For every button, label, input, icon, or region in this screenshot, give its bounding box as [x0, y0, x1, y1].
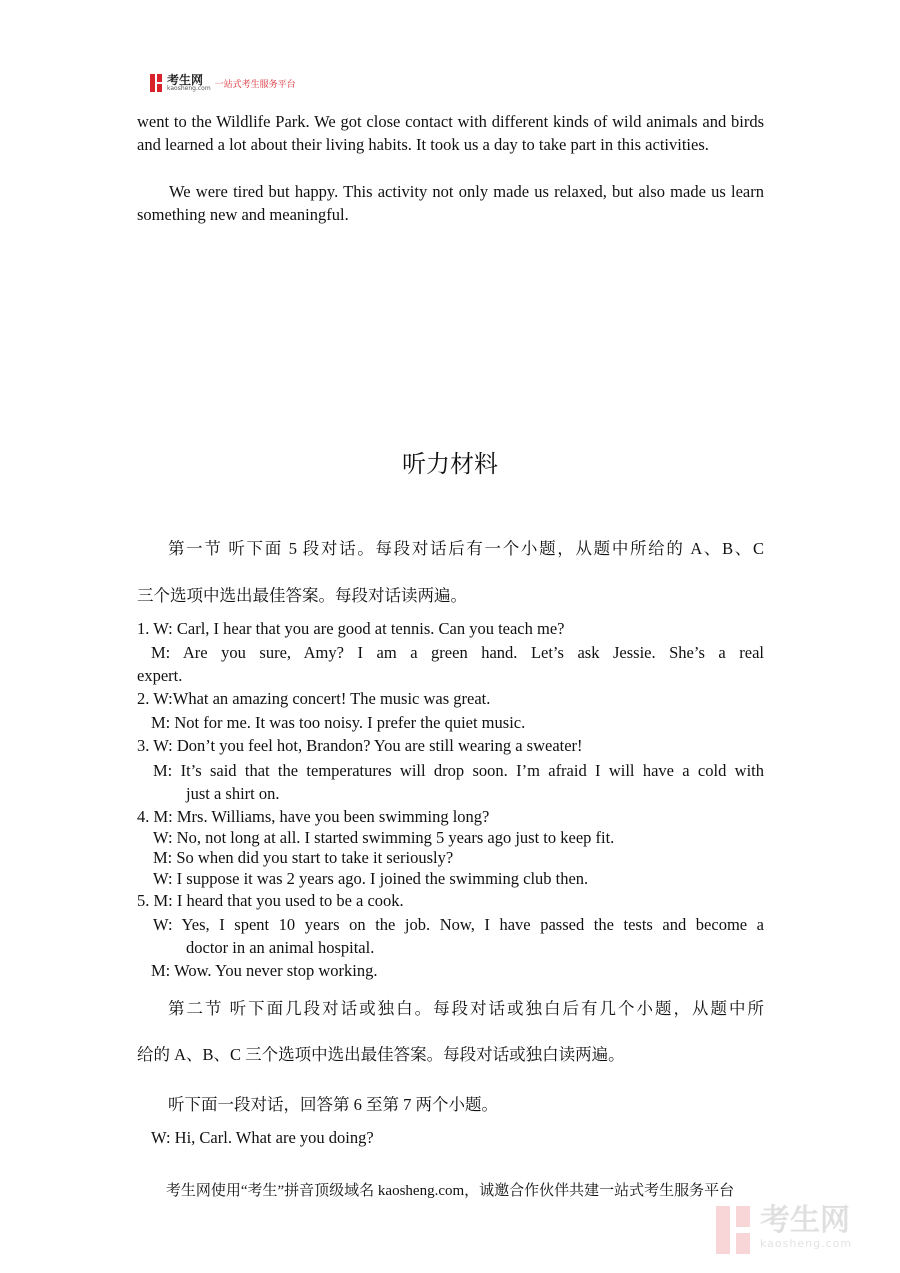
- watermark: [716, 1203, 853, 1254]
- kaosheng-logo-icon: [150, 74, 164, 92]
- dialogue-line: 3. W: Don’t you feel hot, Brandon? You are still wearing a sweater!: [137, 736, 583, 755]
- dialogue-line: just a shirt on.: [186, 784, 280, 803]
- logo-domain: kaosheng.com: [167, 85, 211, 92]
- section2-instruction-line1: 第二节 听下面几段对话或独白。每段对话或独白后有几个小题，从题中所: [168, 999, 764, 1018]
- dialogue-line: 1. W: Carl, I hear that you are good at tennis. Can you teach me?: [137, 619, 565, 638]
- dialogue-line: M: Are you sure, Amy? I am a green hand. Let’s ask Jessie. She’s a real: [151, 643, 764, 662]
- kaosheng-watermark-icon: [716, 1206, 754, 1254]
- section2-question-instruction: 听下面一段对话，回答第 6 至第 7 两个小题。: [168, 1095, 498, 1114]
- dialogue-line: W: No, not long at all. I started swimming 5 years ago just to keep fit.: [153, 828, 615, 847]
- page-footer: 考生网使用“考生”拼音顶级域名 kaosheng.com，诚邀合作伙伴共建一站式考生服务平台: [165, 1183, 735, 1199]
- dialogue-line: M: It’s said that the temperatures will drop soon. I’m afraid I will have a cold with: [153, 761, 764, 780]
- passage-paragraph-2: We were tired but happy. This activity not only made us relaxed, but also made us learn something new and meaningful.: [137, 182, 764, 224]
- passage-paragraph-1: went to the Wildlife Park. We got close contact with different kinds of wild animals and birds and learned a lot about their living habits. It took us a day to take part in this activities.: [137, 112, 764, 154]
- dialogue-line: W: I suppose it was 2 years ago. I joined the swimming club then.: [153, 869, 589, 888]
- section1-instruction-line2: 三个选项中选出最佳答案。每段对话读两遍。: [137, 586, 467, 605]
- logo-name: 考生网: [167, 73, 204, 87]
- watermark-name: 考生网: [760, 1203, 850, 1238]
- logo-slogan: 一站式考生服务平台: [214, 79, 296, 90]
- header-logo: [150, 72, 296, 94]
- dialogue-line: 5. M: I heard that you used to be a cook.: [137, 891, 404, 910]
- dialogue-line: M: Not for me. It was too noisy. I prefer the quiet music.: [151, 713, 526, 732]
- dialogue-line: W: Hi, Carl. What are you doing?: [151, 1128, 374, 1147]
- dialogue-line: M: So when did you start to take it seriously?: [153, 848, 454, 867]
- dialogue-line: doctor in an animal hospital.: [186, 938, 375, 957]
- section1-instruction-line1: 第一节 听下面 5 段对话。每段对话后有一个小题，从题中所给的 A、B、C: [168, 539, 764, 558]
- dialogue-line: 4. M: Mrs. Williams, have you been swimming long?: [137, 807, 490, 826]
- page-title: 听力材料: [402, 450, 498, 478]
- watermark-domain: kaosheng.com: [760, 1237, 853, 1250]
- section2-instruction-line2: 给的 A、B、C 三个选项中选出最佳答案。每段对话或独白读两遍。: [137, 1045, 625, 1064]
- dialogue-line: M: Wow. You never stop working.: [151, 961, 378, 980]
- dialogue-line: expert.: [137, 666, 183, 685]
- dialogue-line: 2. W:What an amazing concert! The music was great.: [137, 689, 491, 708]
- dialogue-line: W: Yes, I spent 10 years on the job. Now, I have passed the tests and become a: [153, 915, 764, 934]
